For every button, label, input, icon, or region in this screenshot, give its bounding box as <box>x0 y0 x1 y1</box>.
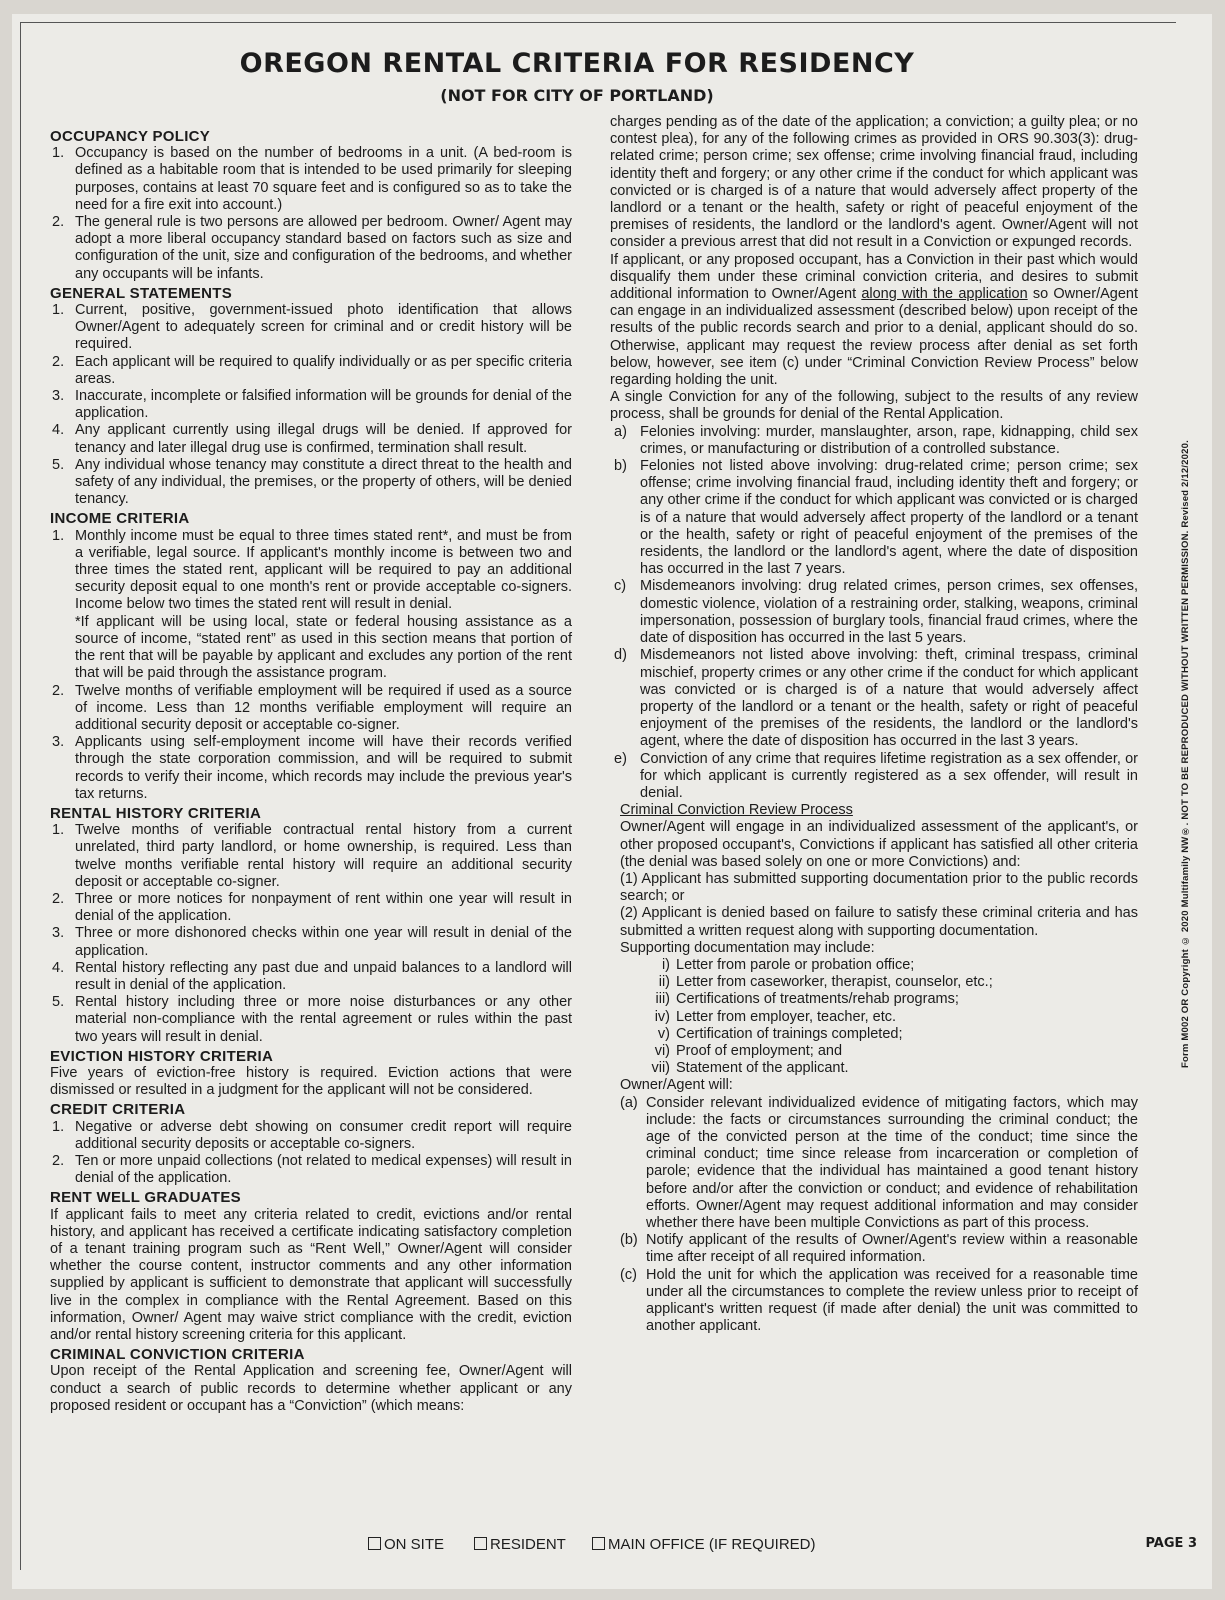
eviction-text: Five years of eviction-free history is required. Eviction actions that were dismissed or resulted in a judgment for the applicant will not be considered. <box>50 1064 572 1099</box>
criminal-para-2-start: If applicant, or any proposed occupant, has a Conviction in their past which would disqualify them under these criminal conviction criteria, and desires to submit additional information to Owner/Agent <box>610 251 1138 303</box>
item-number: 1. <box>52 822 65 839</box>
criminal-para-2-underlined: along with the application <box>861 286 1028 303</box>
item-text: Felonies not listed above involving: drug-related crime; person crime; sex offense; crime involving financial fraud, including identity theft and forgery; or any other crime if the conduct for which applicant was convicted or is charged is of a nature that would adversely affect property of the landlord or a tenant or the health, safety or right of peaceful enjoyment of the premises of the residents, the landlord or the landlord's agent, where the date of disposition has occurred in the last 7 years. <box>640 458 1138 578</box>
item-text: Monthly income must be equal to three times stated rent*, and must be from a verifiable, legal source. If applicant's monthly income is between two and three times the stated rent, applicant will be required to pay an additional security deposit equal to one month's rent or provide acceptable co-signers. Income below two times the stated rent will result in denial. <box>75 527 572 613</box>
list-item <box>648 1026 1138 1043</box>
item-text: Misdemeanors involving: drug related crimes, person crimes, sex offenses, domestic violence, violation of a restraining order, stalking, weapons, criminal impersonation, possession of burglary tools, financial fraud crimes, where the date of disposition has occurred in the last 5 years. <box>640 578 1138 647</box>
housing-assistance-note: *If applicant will be using local, state or federal housing assistance as a source of income, “stated rent” as used in this section means that portion of the rent that will be payable by applicant and excludes any portion of the rent that will be paid through the assistance program. <box>75 613 572 682</box>
item-letter: b) <box>614 458 627 475</box>
item-text: Hold the unit for which the application was received for a reasonable time under all the circumstances to complete the review unless prior to receipt of applicant's written request (if made after denial) the unit was committed to another applicant. <box>646 1266 1138 1335</box>
list-item <box>648 1043 1138 1060</box>
item-number: 2. <box>52 890 65 907</box>
item-number: 3. <box>52 388 65 405</box>
owner-will-list <box>620 1095 1138 1336</box>
item-text: Rental history reflecting any past due and unpaid balances to a landlord will result in denial of the application. <box>75 959 572 993</box>
review-text: Owner/Agent will engage in an individualized assessment of the applicant's, or other proposed occupant's, Convictions if applicant has satisfied all other criteria (the denial was based solely on one or more Convictions) and: <box>620 819 1138 870</box>
list-item <box>648 974 1138 991</box>
item-text: Letter from caseworker, therapist, counselor, etc.; <box>676 974 993 991</box>
list-item <box>50 388 572 422</box>
list-item <box>50 1153 572 1187</box>
item-letter: d) <box>614 647 627 664</box>
list-item <box>50 145 572 214</box>
income-list-continued <box>50 683 572 803</box>
document-page <box>12 14 1212 1589</box>
item-number: 3. <box>52 734 65 751</box>
list-item <box>50 822 572 891</box>
list-item <box>50 354 572 388</box>
general-list <box>50 302 572 508</box>
item-text: Three or more notices for nonpayment of rent within one year will result in denial of the application. <box>75 890 572 925</box>
item-number: 4. <box>52 959 65 976</box>
document-title: OREGON RENTAL CRITERIA FOR RESIDENCY <box>239 48 915 79</box>
item-text: Applicants using self-employment income will have their records verified through the state corporation commission, and will be required to submit records to verify their income, which records may include the previous year's tax returns. <box>75 734 572 802</box>
item-text: Notify applicant of the results of Owner/Agent's review within a reasonable time after receipt of all required information. <box>646 1232 1138 1266</box>
item-text: Proof of employment; and <box>676 1042 843 1059</box>
item-number: 3. <box>52 925 65 942</box>
rent-well-text: If applicant fails to meet any criteria related to credit, evictions and/or rental history, and applicant has received a certificate indicating satisfactory completion of a tenant training program such as “Rent Well,” Owner/Agent will consider whether the course content, instructor comments and any other information supplied by applicant is sufficient to demonstrate that applicant will successfully live in the complex in compliance with the Rental Agreement. Based on this information, Owner/ Agent may waive strict compliance with the credit, eviction and/or rental history screening criteria for this applicant. <box>50 1206 572 1344</box>
item-number: 1. <box>52 1118 65 1135</box>
item-text: Negative or adverse debt showing on consumer credit report will require additional security deposits or acceptable co-signers. <box>75 1118 572 1152</box>
rental-history-heading: RENTAL HISTORY CRITERIA <box>50 804 262 822</box>
income-heading: INCOME CRITERIA <box>50 510 190 528</box>
item-text: Statement of the applicant. <box>676 1060 849 1077</box>
review-heading: Criminal Conviction Review Process <box>620 802 853 819</box>
list-item <box>648 991 1138 1008</box>
item-text: Any individual whose tenancy may constitute a direct threat to the health and safety of any individual, the premises, or the property of others, will be denied tenancy. <box>75 456 572 508</box>
page-number: PAGE 3 <box>1145 1536 1197 1551</box>
item-number: 1. <box>52 302 65 319</box>
item-numeral: iii) <box>655 991 670 1008</box>
item-text: Rental history including three or more noise disturbances or any other material non-compliance with the rental agreement or rules within the past two years will result in denial. <box>75 994 572 1045</box>
option-on-site[interactable] <box>368 1536 444 1553</box>
support-list <box>620 957 1138 1077</box>
checkbox-icon[interactable] <box>474 1537 487 1550</box>
document-subtitle: (NOT FOR CITY OF PORTLAND) <box>440 86 714 105</box>
footer <box>12 1536 1192 1560</box>
criminal-intro: Upon receipt of the Rental Application and screening fee, Owner/Agent will conduct a search of public records to determine whether applicant or any proposed resident or occupant has a “Conviction” (which means: <box>50 1363 572 1414</box>
list-item <box>50 528 572 614</box>
option-resident[interactable] <box>474 1536 566 1553</box>
option-label: RESIDENT <box>490 1536 566 1553</box>
item-text: Felonies involving: murder, manslaughter, arson, rape, kidnapping, child sex crimes, or manufacturing or distribution of a controlled substance. <box>640 423 1138 457</box>
item-text: Occupancy is based on the number of bedrooms in a unit. (A bed-room is defined as a habitable room that is intended to be used primarily for sleeping purposes, contains at least 70 square feet and is configured so as to take the need for a fire exit into account.) <box>75 145 572 213</box>
list-item <box>610 458 1138 578</box>
credit-heading: CREDIT CRITERIA <box>50 1101 186 1119</box>
rent-well-heading: RENT WELL GRADUATES <box>50 1189 241 1207</box>
income-list <box>50 528 572 614</box>
support-intro: Supporting documentation may include: <box>620 939 875 956</box>
list-item <box>610 647 1138 750</box>
item-text: Three or more dishonored checks within one year will result in denial of the application. <box>75 925 572 959</box>
list-item <box>50 457 572 509</box>
item-number: 5. <box>52 994 65 1011</box>
rental-history-list <box>50 822 572 1046</box>
item-text: Certification of trainings completed; <box>676 1025 903 1042</box>
item-text: Letter from parole or probation office; <box>676 956 915 973</box>
list-item <box>610 424 1138 458</box>
item-letter: a) <box>614 423 627 440</box>
copyright-side-note: Form M002 OR Copyright © 2020 Multifamily NW®. NOT TO BE REPRODUCED WITHOUT WRITTEN PERMISSION. Revised 2/12/2020. <box>1180 440 1191 1068</box>
list-item <box>648 1009 1138 1026</box>
item-text: Twelve months of verifiable contractual rental history from a current unrelated, third party landlord, or home ownership, is required. Less than twelve months verifiable rental history will require an additional security deposit or acceptable co-signer. <box>75 822 572 890</box>
left-column <box>50 126 572 1415</box>
list-item <box>50 1119 572 1153</box>
item-text: Current, positive, government-issued photo identification that allows Owner/Agent to adequately screen for criminal and or credit history will be required. <box>75 302 572 353</box>
occupancy-heading: OCCUPANCY POLICY <box>50 128 211 145</box>
list-item <box>50 960 572 994</box>
credit-list <box>50 1119 572 1188</box>
list-item <box>50 734 572 803</box>
item-number: 2. <box>52 682 65 699</box>
item-text: Conviction of any crime that requires lifetime registration as a sex offender, or for which applicant is currently registered as a sex offender, will result in denial. <box>640 750 1138 801</box>
item-letter: (b) <box>620 1232 638 1249</box>
item-numeral: vii) <box>651 1060 670 1077</box>
item-text: Inaccurate, incomplete or falsified information will be grounds for denial of the application. <box>75 388 572 422</box>
item-number: 5. <box>52 456 65 473</box>
list-item <box>50 683 572 735</box>
item-number: 1. <box>52 527 65 544</box>
item-numeral: vi) <box>654 1042 670 1059</box>
item-numeral: iv) <box>654 1008 670 1025</box>
option-label: ON SITE <box>384 1536 445 1553</box>
item-number: 2. <box>52 1152 65 1169</box>
list-item <box>50 925 572 959</box>
item-text: The general rule is two persons are allowed per bedroom. Owner/ Agent may adopt a more liberal occupancy standard based on factors such as size and configuration of the unit, size and configuration of the bedrooms, and whether any occupants will be infants. <box>75 214 572 282</box>
conviction-list <box>610 424 1138 802</box>
list-item <box>50 302 572 354</box>
item-text: Twelve months of verifiable employment will be required if used as a source of income. Less than 12 months verifiable employment will require an additional security deposit or acceptable co-signer. <box>75 682 572 733</box>
general-heading: GENERAL STATEMENTS <box>50 284 233 302</box>
item-text: Certifications of treatments/rehab programs; <box>676 991 959 1008</box>
criminal-heading: CRIMINAL CONVICTION CRITERIA <box>50 1346 305 1364</box>
item-letter: c) <box>614 578 627 595</box>
list-item <box>610 578 1138 647</box>
review-condition-1: (1) Applicant has submitted supporting documentation prior to the public records search; or <box>620 870 1138 905</box>
item-number: 2. <box>52 214 65 231</box>
item-number: 2. <box>52 353 65 370</box>
list-item <box>620 1095 1138 1233</box>
list-item <box>50 994 572 1046</box>
owner-will-intro: Owner/Agent will: <box>620 1077 733 1094</box>
item-numeral: i) <box>661 956 670 973</box>
list-item <box>50 214 572 283</box>
criminal-para-2-end: so Owner/Agent can engage in an individualized assessment (described below) upon receipt of the results of the public records search and prior to a denial, applicant should do so. Otherwise, applicant may request the review process after denial as set forth below, however, see item (c) under “Criminal Conviction Review Process” below regarding holding the unit. <box>610 286 1138 389</box>
item-text: Letter from employer, teacher, etc. <box>676 1008 897 1025</box>
checkbox-icon[interactable] <box>368 1537 381 1550</box>
item-text: Ten or more unpaid collections (not related to medical expenses) will result in denial of the application. <box>75 1152 572 1187</box>
item-letter: (c) <box>620 1266 637 1283</box>
item-letter: (a) <box>620 1094 638 1111</box>
criminal-continued: charges pending as of the date of the application; a conviction; a guilty plea; or no contest plea), for any of the following crimes as provided in ORS 90.303(3): drug-related crime; person crime; sex offense; crime involving financial fraud, including identity theft and forgery; or any other crime if the conduct for which applicant was convicted or is charged is of a nature that would adversely affect property of the landlord or a tenant or the health, safety or right of peaceful enjoyment of the premises of residents, the landlord or the landlord's agent. Owner/Agent will not consider a previous arrest that did not result in a Conviction or expunged records. <box>610 114 1138 251</box>
item-number: 4. <box>52 422 65 439</box>
item-numeral: ii) <box>658 974 670 991</box>
item-text: Any applicant currently using illegal drugs will be denied. If approved for tenancy and later illegal drug use is confirmed, termination shall result. <box>75 422 572 456</box>
checkbox-icon[interactable] <box>592 1537 605 1550</box>
item-text: Misdemeanors not listed above involving: theft, criminal trespass, criminal mischief, property crimes or any other crime if the conduct for which applicant was convicted or is charged is of a nature that would adversely affect property of the landlord or a tenant or the health, safety or right of peaceful enjoyment of the premises of the residents, the landlord or the landlord's agent, where the date of disposition has occurred in the last 3 years. <box>640 647 1138 750</box>
list-item <box>648 957 1138 974</box>
item-numeral: v) <box>657 1025 670 1042</box>
criminal-para-3: A single Conviction for any of the following, subject to the results of any review process, shall be grounds for denial of the Rental Application. <box>610 389 1138 423</box>
option-label: MAIN OFFICE (IF REQUIRED) <box>608 1536 816 1553</box>
list-item <box>620 1267 1138 1336</box>
list-item <box>648 1060 1138 1077</box>
occupancy-list <box>50 145 572 283</box>
item-text: Each applicant will be required to qualify individually or as per specific criteria areas. <box>75 353 572 387</box>
option-main-office[interactable] <box>592 1536 816 1553</box>
item-text: Consider relevant individualized evidence of mitigating factors, which may include: the facts or circumstances surrounding the criminal conduct; the age of the convicted person at the time of the conduct; time since the criminal conduct; time since release from incarceration or completion of parole; evidence that the individual has maintained a good tenant history before and/or after the conviction or conduct; and evidence of rehabilitation efforts. Owner/Agent may request additional information and may consider whether there have been multiple Convictions as part of this process. <box>646 1094 1138 1231</box>
list-item <box>50 422 572 456</box>
criminal-para-2 <box>610 252 1138 390</box>
right-column <box>610 114 1138 1335</box>
eviction-heading: EVICTION HISTORY CRITERIA <box>50 1047 274 1065</box>
item-letter: e) <box>614 750 627 767</box>
list-item <box>620 1232 1138 1266</box>
list-item <box>50 891 572 925</box>
list-item <box>610 751 1138 803</box>
review-condition-2: (2) Applicant is denied based on failure to satisfy these criminal criteria and has submitted a written request along with supporting documentation. <box>620 905 1138 939</box>
item-number: 1. <box>52 145 65 162</box>
